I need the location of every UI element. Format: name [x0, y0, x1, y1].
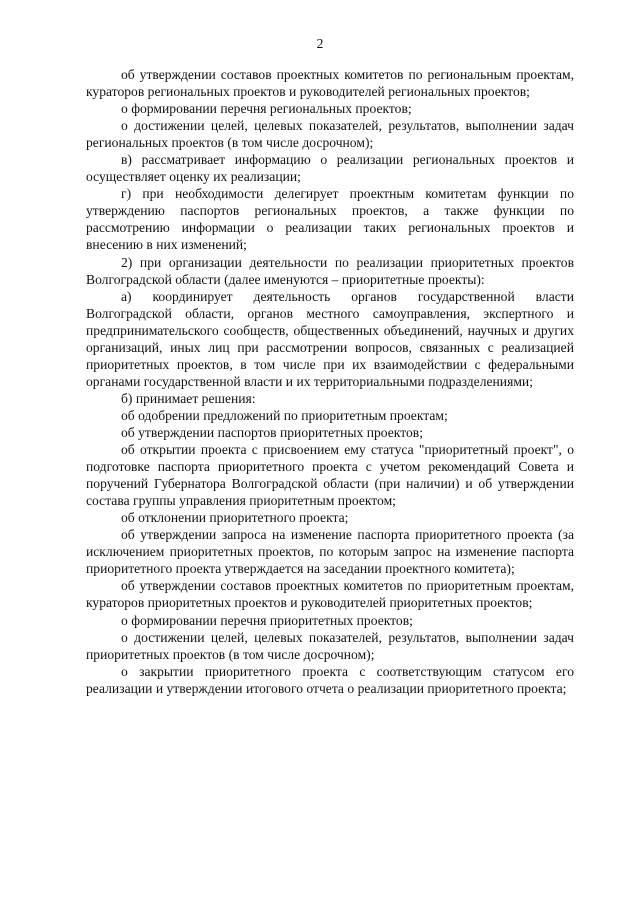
paragraph: об открытии проекта с присвоением ему статуса "приоритетный проект", о подготовке паспорта приоритетного проекта с учетом рекомендаций Совета и поручений Губернатора Волгоградской области (при наличии) и об утверждении состава группы управления приоритетным проектом;	[86, 442, 574, 509]
paragraph: а) координирует деятельность органов государственной власти Волгоградской области, органов местного самоуправления, экспертного и предпринимательского сообществ, общественных объединений, научных и других организаций, иных лиц при рассмотрении вопросов, связанных с реализацией приоритетных проектов, в том числе при их взаимодействии с федеральными органами государственной власти и их территориальными подразделениями;	[86, 288, 574, 389]
paragraph: в) рассматривает информацию о реализации региональных проектов и осуществляет оценку их реализации;	[86, 152, 574, 185]
paragraph: о закрытии приоритетного проекта с соответствующим статусом его реализации и утверждении итогового отчета о реализации приоритетного проекта;	[86, 663, 574, 696]
paragraph: о формировании перечня приоритетных проектов;	[121, 612, 413, 628]
paragraph: об отклонении приоритетного проекта;	[121, 510, 349, 526]
page-number: 2	[316, 36, 324, 51]
paragraph: о достижении целей, целевых показателей, результатов, выполнении задач региональных проектов (в том числе досрочном);	[86, 118, 574, 151]
paragraph: о формировании перечня региональных проектов;	[121, 101, 412, 117]
paragraph: об утверждении составов проектных комитетов по региональным проектам, кураторов региональных проектов и руководителей региональных проектов;	[86, 67, 574, 100]
paragraph: об утверждении запроса на изменение паспорта приоритетного проекта (за исключением приоритетных проектов, по которым запрос на изменение паспорта приоритетного проекта утверждается на заседании проектного комитета);	[86, 527, 574, 577]
paragraph: 2) при организации деятельности по реализации приоритетных проектов Волгоградской области (далее именуются – приоритетные проекты):	[86, 254, 574, 287]
document-body	[86, 66, 574, 697]
paragraph: б) принимает решения:	[121, 390, 256, 406]
paragraph: об утверждении паспортов приоритетных проектов;	[121, 424, 423, 440]
paragraph: г) при необходимости делегирует проектным комитетам функции по утверждению паспортов региональных проектов, а также функции по рассмотрению информации о реализации таких региональных проектов и внесению в них изменений;	[86, 186, 574, 253]
paragraph: о достижении целей, целевых показателей, результатов, выполнении задач приоритетных проектов (в том числе досрочном);	[86, 629, 574, 662]
paragraph: об утверждении составов проектных комитетов по приоритетным проектам, кураторов приоритетных проектов и руководителей приоритетных проектов;	[86, 578, 574, 611]
paragraph: об одобрении предложений по приоритетным проектам;	[121, 407, 448, 423]
